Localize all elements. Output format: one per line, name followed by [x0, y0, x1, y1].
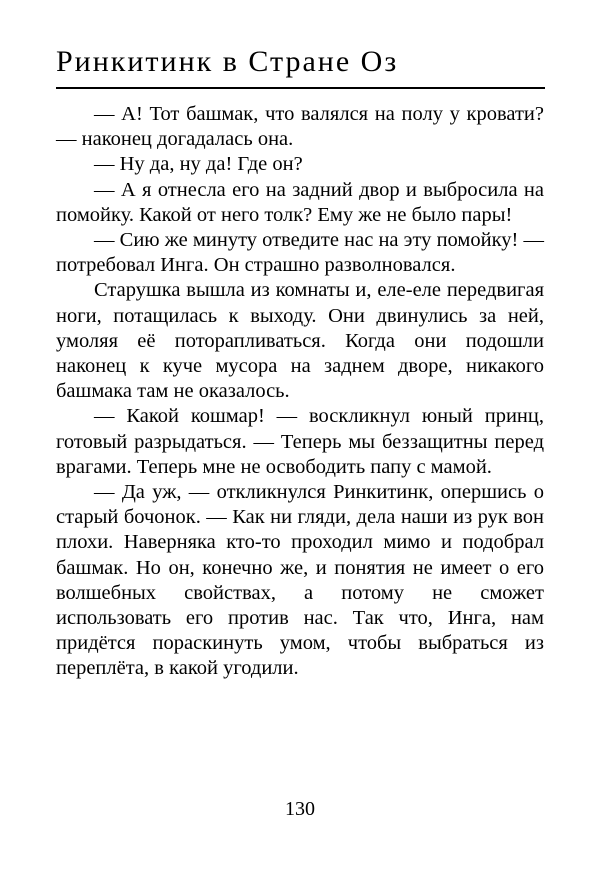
- paragraph: — А я отнесла его на задний двор и выбросила на помойку. Какой от него толк? Ему же не было пары!: [56, 178, 544, 226]
- header-divider: [56, 87, 545, 89]
- running-head-title: Ринкитинк в Стране Оз: [56, 45, 399, 78]
- paragraph: — Сию же минуту отведите нас на эту помойку! — потребовал Инга. Он страшно разволновался.: [56, 229, 544, 277]
- paragraph: — А! Тот башмак, что валялся на полу у кровати? — наконец догадалась она.: [56, 103, 544, 151]
- paragraph: Старушка вышла из комнаты и, еле-еле передвигая ноги, потащилась к выходу. Они двинулись за ней, умоляя её поторапливаться. Когда они подошли наконец к куче мусора на заднем дворе, никакого башмака там не оказалось.: [56, 279, 544, 403]
- paragraph: — Да уж, — откликнулся Ринкитинк, опершись о старый бочонок. — Как ни гляди, дела наши из рук вон плохи. Наверняка кто-то проходил мимо и подобрал башмак. Но он, конечно же, и понятия не имеет о его волшебных свойствах, а потому не сможет использовать его против нас. Так что, Инга, нам придётся пораскинуть умом, чтобы выбраться из переплёта, в какой угодили.: [56, 481, 544, 680]
- paragraph: — Ну да, ну да! Где он?: [94, 153, 303, 176]
- body-text: [56, 102, 544, 682]
- page-number: 130: [285, 798, 315, 820]
- paragraph: — Какой кошмар! — воскликнул юный принц, готовый разрыдаться. — Теперь мы беззащитны перед врагами. Теперь мне не освободить папу с мамой.: [56, 405, 544, 478]
